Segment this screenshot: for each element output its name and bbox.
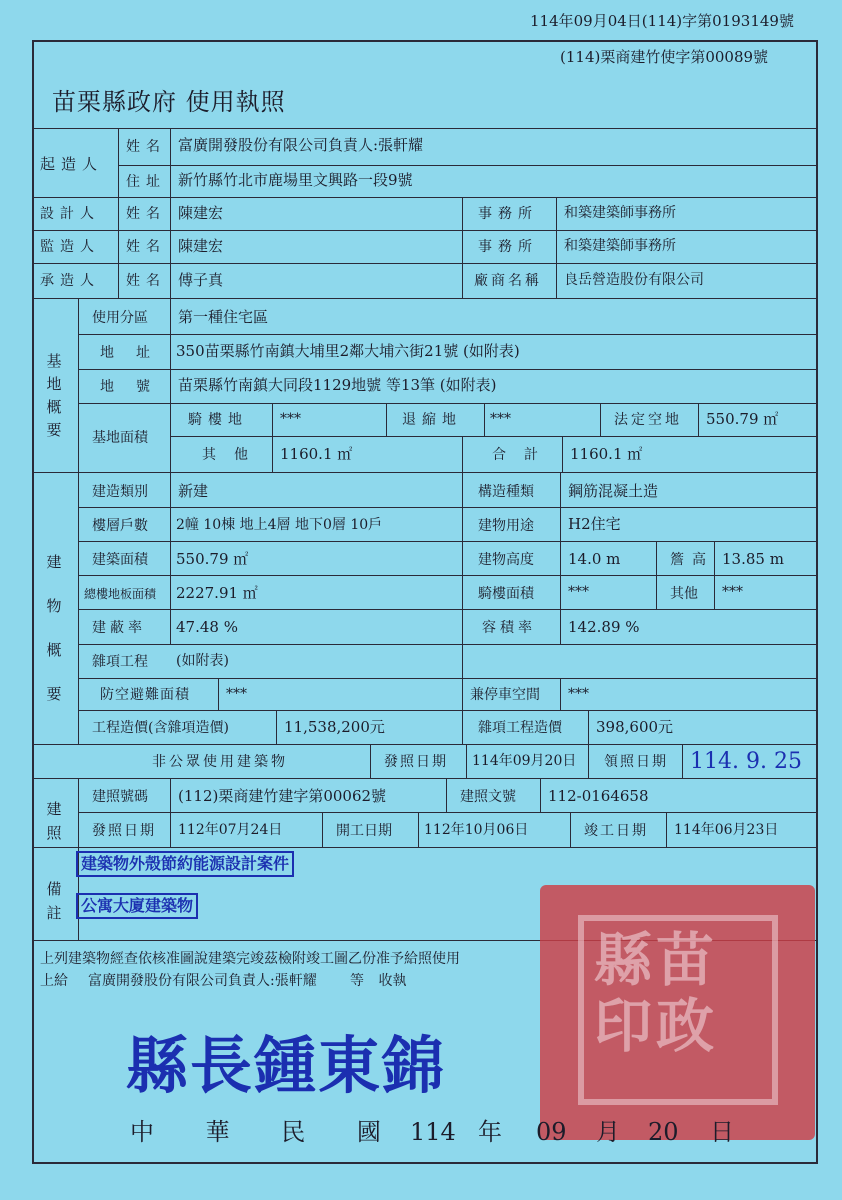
building-misc: (如附表) xyxy=(176,653,229,669)
date-prefix: 中 華 民 國 xyxy=(130,1118,381,1146)
building-area-label: 建築面積 xyxy=(92,552,148,568)
designer-office: 和築建築師事務所 xyxy=(564,205,676,221)
building-far: 142.89 % xyxy=(568,618,640,636)
site-section-label: 基地概要 xyxy=(46,352,62,439)
building-cost: 11,538,200元 xyxy=(284,718,385,736)
builder-address: 新竹縣竹北市鹿場里文興路一段9號 xyxy=(178,171,413,189)
site-arcade-label: 騎樓地 xyxy=(188,412,248,428)
energy-design-stamp: 建築物外殼節約能源設計案件 xyxy=(76,851,294,877)
apartment-building-stamp: 公寓大廈建築物 xyxy=(76,893,198,919)
permit-issue: 112年07月24日 xyxy=(178,822,283,838)
builder-name: 富廣開發股份有限公司負責人:張軒耀 xyxy=(178,136,424,154)
designer-name: 陳建宏 xyxy=(178,204,224,222)
building-arcade-area-label: 騎樓面積 xyxy=(478,586,534,602)
building-far-label: 容積率 xyxy=(482,620,536,636)
building-eave: 13.85 m xyxy=(722,550,784,568)
site-address-label: 地址 xyxy=(100,345,172,361)
permit-section-label: 建照 xyxy=(46,800,62,842)
builder-address-label: 住址 xyxy=(126,174,166,190)
date-month-unit: 月 xyxy=(596,1118,620,1146)
building-structure-label: 構造種類 xyxy=(478,484,534,500)
builder-name-label: 姓名 xyxy=(126,139,166,155)
designer-office-label: 事務所 xyxy=(478,206,538,222)
permit-number-label: 建照號碼 xyxy=(92,789,148,805)
recipient-name: 富廣開發股份有限公司負責人:張軒耀 xyxy=(88,973,317,989)
building-type-label: 建造類別 xyxy=(92,484,148,500)
building-use-label: 建物用途 xyxy=(478,518,534,534)
issue-date: 114年09月20日 xyxy=(472,753,577,769)
date-month: 09 xyxy=(536,1118,567,1146)
supervisor-role-label: 監造人 xyxy=(40,239,100,255)
permit-doc: 112-0164658 xyxy=(548,787,649,805)
site-other: 1160.1 ㎡ xyxy=(280,445,353,463)
building-cost-label: 工程造價(含雜項造價) xyxy=(92,720,229,736)
building-misc-cost-label: 雜項工程造價 xyxy=(478,720,562,736)
site-arcade: *** xyxy=(280,411,301,427)
building-other: *** xyxy=(722,584,743,600)
building-floors-label: 樓層戶數 xyxy=(92,518,148,534)
building-misc-cost: 398,600元 xyxy=(596,718,674,736)
site-total: 1160.1 ㎡ xyxy=(570,445,643,463)
license-number: (114)栗商建竹使字第00089號 xyxy=(560,48,769,66)
supervisor-office-label: 事務所 xyxy=(478,239,538,255)
site-lot: 苗栗縣竹南鎮大同段1129地號 等13筆 (如附表) xyxy=(178,376,497,394)
designer-name-label: 姓名 xyxy=(126,206,166,222)
building-floors: 2幢 10棟 地上4層 地下0層 10戶 xyxy=(176,517,383,533)
supervisor-office: 和築建築師事務所 xyxy=(564,238,676,254)
remarks-section-label: 備註 xyxy=(46,880,62,922)
recipient-prefix: 上給 xyxy=(40,973,68,989)
date-day: 20 xyxy=(648,1118,679,1146)
page-title: 苗栗縣政府 使用執照 xyxy=(52,88,286,116)
date-year: 114 xyxy=(410,1118,456,1146)
magistrate-signature: 縣長鍾東錦 xyxy=(126,1029,447,1102)
receive-date-label: 領照日期 xyxy=(604,754,668,770)
contractor-company: 良岳營造股份有限公司 xyxy=(564,272,704,288)
permit-doc-label: 建照文號 xyxy=(460,789,516,805)
site-zoning: 第一種住宅區 xyxy=(178,308,269,326)
document-number: 114年09月04日(114)字第0193149號 xyxy=(530,12,794,30)
nonpublic-label: 非公眾使用建築物 xyxy=(152,754,288,770)
building-parking: *** xyxy=(568,686,589,702)
recipient-suffix: 等 收執 xyxy=(350,973,407,989)
building-shelter-label: 防空避難面積 xyxy=(100,687,190,703)
building-parking-label: 兼停車空間 xyxy=(470,687,540,703)
building-other-label: 其他 xyxy=(670,586,698,602)
permit-number: (112)栗商建竹建字第00062號 xyxy=(178,787,387,805)
date-day-unit: 日 xyxy=(710,1118,734,1146)
building-shelter: *** xyxy=(226,686,247,702)
building-misc-label: 雜項工程 xyxy=(92,654,148,670)
building-arcade-area: *** xyxy=(568,584,589,600)
site-total-label: 合計 xyxy=(492,447,556,463)
site-setback: *** xyxy=(490,411,511,427)
issue-date-label: 發照日期 xyxy=(384,754,448,770)
building-type: 新建 xyxy=(178,482,209,500)
permit-start: 112年10月06日 xyxy=(424,822,529,838)
site-open-space-label: 法定空地 xyxy=(614,412,682,428)
building-structure: 鋼筋混凝土造 xyxy=(568,482,659,500)
builder-section-label: 起造人 xyxy=(40,155,104,173)
contractor-company-label: 廠商名稱 xyxy=(474,273,542,289)
building-area: 550.79 ㎡ xyxy=(176,550,249,568)
permit-issue-label: 發照日期 xyxy=(92,823,156,839)
site-address: 350苗栗縣竹南鎮大埔里2鄰大埔六街21號 (如附表) xyxy=(176,342,520,360)
site-open-space: 550.79 ㎡ xyxy=(706,410,779,428)
approval-statement: 上列建築物經查依核准圖說建築完竣茲檢附竣工圖乙份准予給照使用 xyxy=(40,951,460,967)
site-zoning-label: 使用分區 xyxy=(92,310,148,326)
site-lot-label: 地號 xyxy=(100,379,172,395)
building-use: H2住宅 xyxy=(568,515,621,533)
permit-start-label: 開工日期 xyxy=(336,823,392,839)
supervisor-name: 陳建宏 xyxy=(178,237,224,255)
date-year-unit: 年 xyxy=(478,1118,502,1146)
building-height-label: 建物高度 xyxy=(478,552,534,568)
contractor-name: 傅子真 xyxy=(178,271,224,289)
building-eave-label: 簷高 xyxy=(670,552,714,568)
building-section-label: 建物概要 xyxy=(46,553,62,703)
building-coverage: 47.48 % xyxy=(176,618,238,636)
building-floor-area-label: 總樓地板面積 xyxy=(84,587,157,601)
permit-finish-label: 竣工日期 xyxy=(584,823,648,839)
permit-finish: 114年06月23日 xyxy=(674,822,779,838)
receive-date: 114. 9. 25 xyxy=(690,749,802,774)
official-seal: 縣 苗 印 政 xyxy=(540,885,815,1140)
site-area-label: 基地面積 xyxy=(92,430,148,446)
site-other-label: 其他 xyxy=(202,447,266,463)
supervisor-name-label: 姓名 xyxy=(126,239,166,255)
contractor-role-label: 承造人 xyxy=(40,273,100,289)
designer-role-label: 設計人 xyxy=(40,206,100,222)
building-height: 14.0 m xyxy=(568,550,621,568)
site-setback-label: 退縮地 xyxy=(402,412,462,428)
building-coverage-label: 建蔽率 xyxy=(92,620,146,636)
contractor-name-label: 姓名 xyxy=(126,273,166,289)
building-floor-area: 2227.91 ㎡ xyxy=(176,584,258,602)
